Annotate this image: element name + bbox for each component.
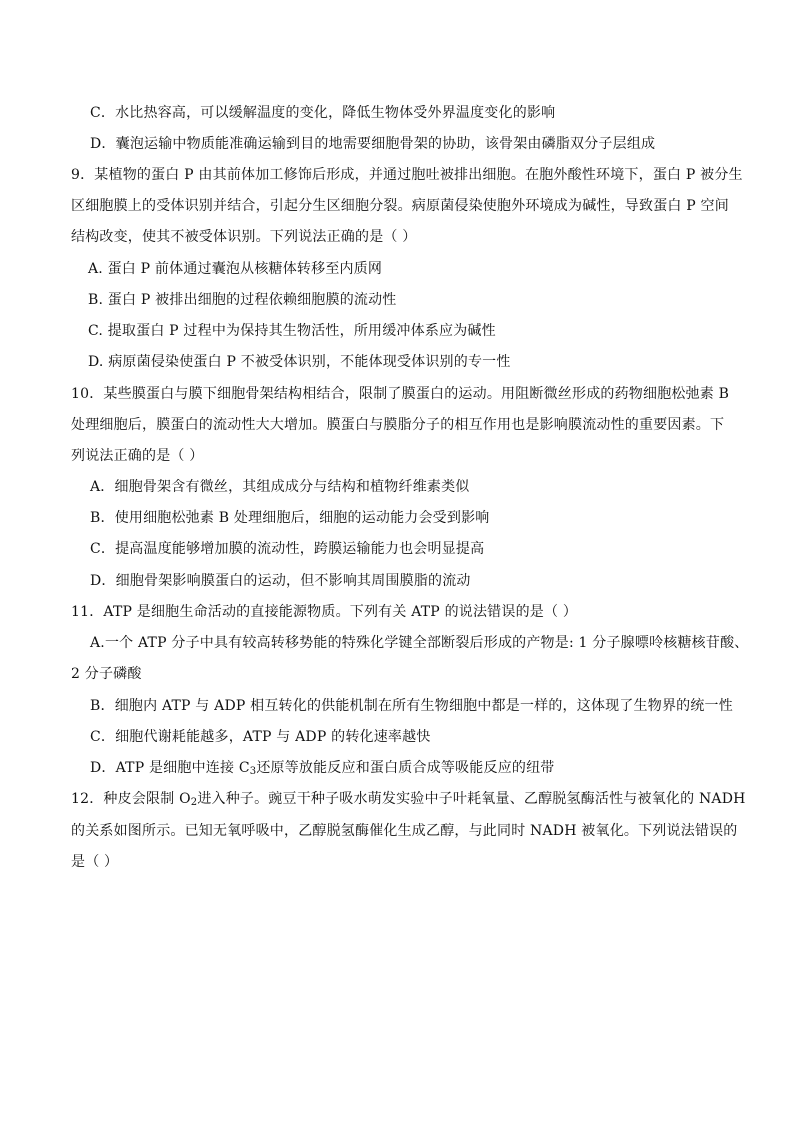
- q12-stem-line2: 的关系如图所示。已知无氧呼吸中，乙醇脱氢酶催化生成乙醇，与此同时 NADH 被氧化。下列说法错误的: [71, 823, 738, 839]
- q11-option-d: [90, 759, 555, 777]
- q9-stem-line2: 区细胞膜上的受体识别并结合，引起分生区细胞分裂。病原菌侵染使胞外环境成为碱性，导致蛋白 P 空间: [71, 198, 729, 214]
- q9-option-d: D. 病原菌侵染使蛋白 P 不被受体识别，不能体现受体识别的专一性: [88, 354, 511, 370]
- q11-option-a-line1: A.一个 ATP 分子中具有较高转移势能的特殊化学键全部断裂后形成的产物是: 1 分子腺嘌呤核糖核苷酸、: [90, 635, 749, 651]
- q8-option-d: D．囊泡运输中物质能准确运输到目的地需要细胞骨架的协助，该骨架由磷脂双分子层组成: [90, 136, 656, 152]
- q9-stem-line3: 结构改变，使其不被受体识别。下列说法正确的是（ ）: [71, 229, 417, 245]
- q11-option-d-part2: 还原等放能反应和蛋白质合成等吸能反应的纽带: [256, 760, 555, 776]
- q12-stem-part2: 进入种子。豌豆干种子吸水萌发实验中子叶耗氧量、乙醇脱氢酶活性与被氧化的 NADH: [197, 791, 746, 807]
- q12-stem-line1: [71, 790, 746, 808]
- q10-option-b: B．使用细胞松弛素 B 处理细胞后，细胞的运动能力会受到影响: [90, 510, 490, 526]
- q11-option-a-line2: 2 分子磷酸: [71, 666, 142, 682]
- q9-option-b: B. 蛋白 P 被排出细胞的过程依赖细胞膜的流动性: [88, 292, 397, 308]
- q10-stem-line1: 10．某些膜蛋白与膜下细胞骨架结构相结合，限制了膜蛋白的运动。用阻断微丝形成的药物细胞松弛素 B: [71, 386, 730, 402]
- q10-stem-line2: 处理细胞后，膜蛋白的流动性大大增加。膜蛋白与膜脂分子的相互作用也是影响膜流动性的重要因素。下: [71, 417, 725, 433]
- q8-option-c: C．水比热容高，可以缓解温度的变化，降低生物体受外界温度变化的影响: [90, 105, 556, 121]
- q9-option-a: A. 蛋白 P 前体通过囊泡从核糖体转移至内质网: [88, 261, 383, 277]
- q11-option-d-subscript: 3: [249, 766, 257, 777]
- q11-stem: 11．ATP 是细胞生命活动的直接能源物质。下列有关 ATP 的说法错误的是（ ）: [71, 604, 578, 620]
- q12-stem-subscript: 2: [190, 797, 198, 808]
- q12-stem-line3: 是（ ）: [71, 854, 119, 870]
- q10-option-a: A．细胞骨架含有微丝，其组成成分与结构和植物纤维素类似: [90, 479, 470, 495]
- q9-option-c: C. 提取蛋白 P 过程中为保持其生物活性，所用缓冲体系应为碱性: [88, 323, 496, 339]
- q10-option-d: D．细胞骨架影响膜蛋白的运动，但不影响其周围膜脂的流动: [90, 573, 471, 589]
- q9-stem-line1: 9．某植物的蛋白 P 由其前体加工修饰后形成，并通过胞吐被排出细胞。在胞外酸性环境下，蛋白 P 被分生: [71, 167, 743, 183]
- q10-option-c: C．提高温度能够增加膜的流动性，跨膜运输能力也会明显提高: [90, 541, 485, 557]
- q12-stem-part1: 12．种皮会限制 O: [71, 791, 191, 807]
- q11-option-b: B．细胞内 ATP 与 ADP 相互转化的供能机制在所有生物细胞中都是一样的，这体现了生物界的统一性: [90, 698, 733, 714]
- q11-option-c: C．细胞代谢耗能越多，ATP 与 ADP 的转化速率越快: [90, 729, 431, 745]
- q10-stem-line3: 列说法正确的是（ ）: [71, 448, 204, 464]
- q11-option-d-part1: D．ATP 是细胞中连接 C: [90, 760, 250, 776]
